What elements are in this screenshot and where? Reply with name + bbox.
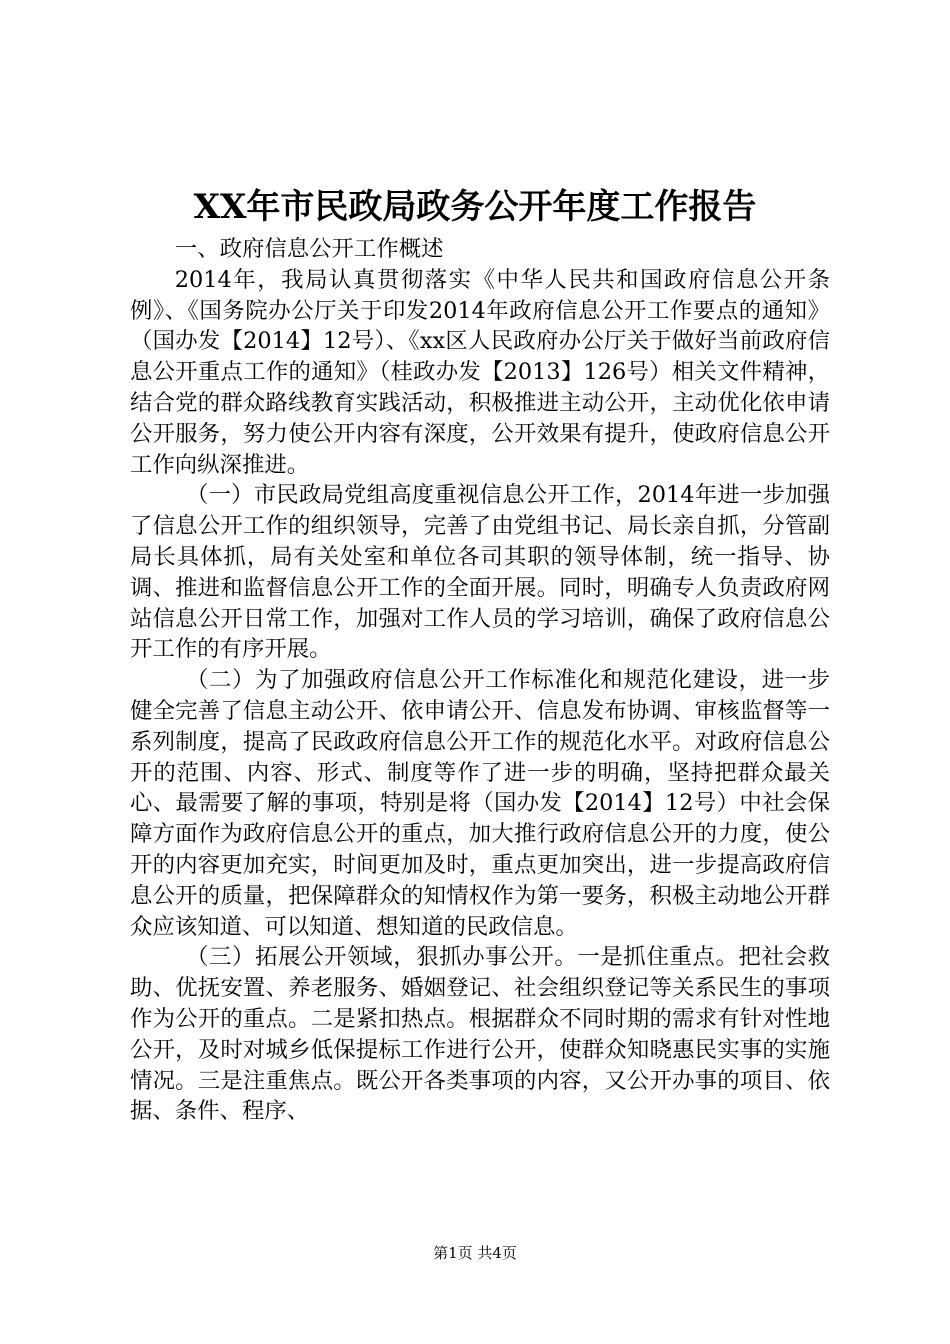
- page-number-footer: 第1页 共4页: [433, 1244, 517, 1262]
- section-heading: 一、政府信息公开工作概述: [174, 236, 444, 262]
- paragraph-item-3: （三）拓展公开领域，狠抓办事公开。一是抓住重点。把社会救助、优抚安置、养老服务、婚姻登记、社会组织登记等关系民生的事项作为公开的重点。二是紧扣热点。根据群众不同时期的需求有针对性地公开，及时对城乡低保提标工作进行公开，使群众知晓惠民实事的实施情况。三是注重焦点。既公开各类事项的内容，又公开办事的项目、依据、条件、程序、: [130, 944, 830, 1125]
- paragraph-item-1: （一）市民政局党组高度重视信息公开工作，2014年进一步加强了信息公开工作的组织领导，完善了由党组书记、局长亲自抓，分管副局长具体抓，局有关处室和单位各司其职的领导体制，统一指导、协调、推进和监督信息公开工作的全面开展。同时，明确专人负责政府网站信息公开日常工作，加强对工作人员的学习培训，确保了政府信息公开工作的有序开展。: [130, 482, 830, 663]
- document-body: [130, 234, 830, 1127]
- document-title: XX年市民政局政务公开年度工作报告: [193, 187, 757, 227]
- paragraph-item-2: （二）为了加强政府信息公开工作标准化和规范化建设，进一步健全完善了信息主动公开、依申请公开、信息发布协调、审核监督等一系列制度，提高了民政政府信息公开工作的规范化水平。对政府信息公开的范围、内容、形式、制度等作了进一步的明确，坚持把群众最关心、最需要了解的事项，特别是将（国办发【2014】12号）中社会保障方面作为政府信息公开的重点，加大推行政府信息公开的力度，使公开的内容更加充实，时间更加及时，重点更加突出，进一步提高政府信息公开的质量，把保障群众的知情权作为第一要务，积极主动地公开群众应该知道、可以知道、想知道的民政信息。: [130, 667, 830, 940]
- paragraph-overview: 2014年，我局认真贯彻落实《中华人民共和国政府信息公开条例》、《国务院办公厅关于印发2014年政府信息公开工作要点的通知》（国办发【2014】12号）、《xx区人民政府办公厅关于做好当前政府信息公开重点工作的通知》（桂政办发【2013】126号）相关文件精神，结合党的群众路线教育实践活动，积极推进主动公开，主动优化依申请公开服务，努力使公开内容有深度，公开效果有提升，使政府信息公开工作向纵深推进。: [130, 266, 830, 478]
